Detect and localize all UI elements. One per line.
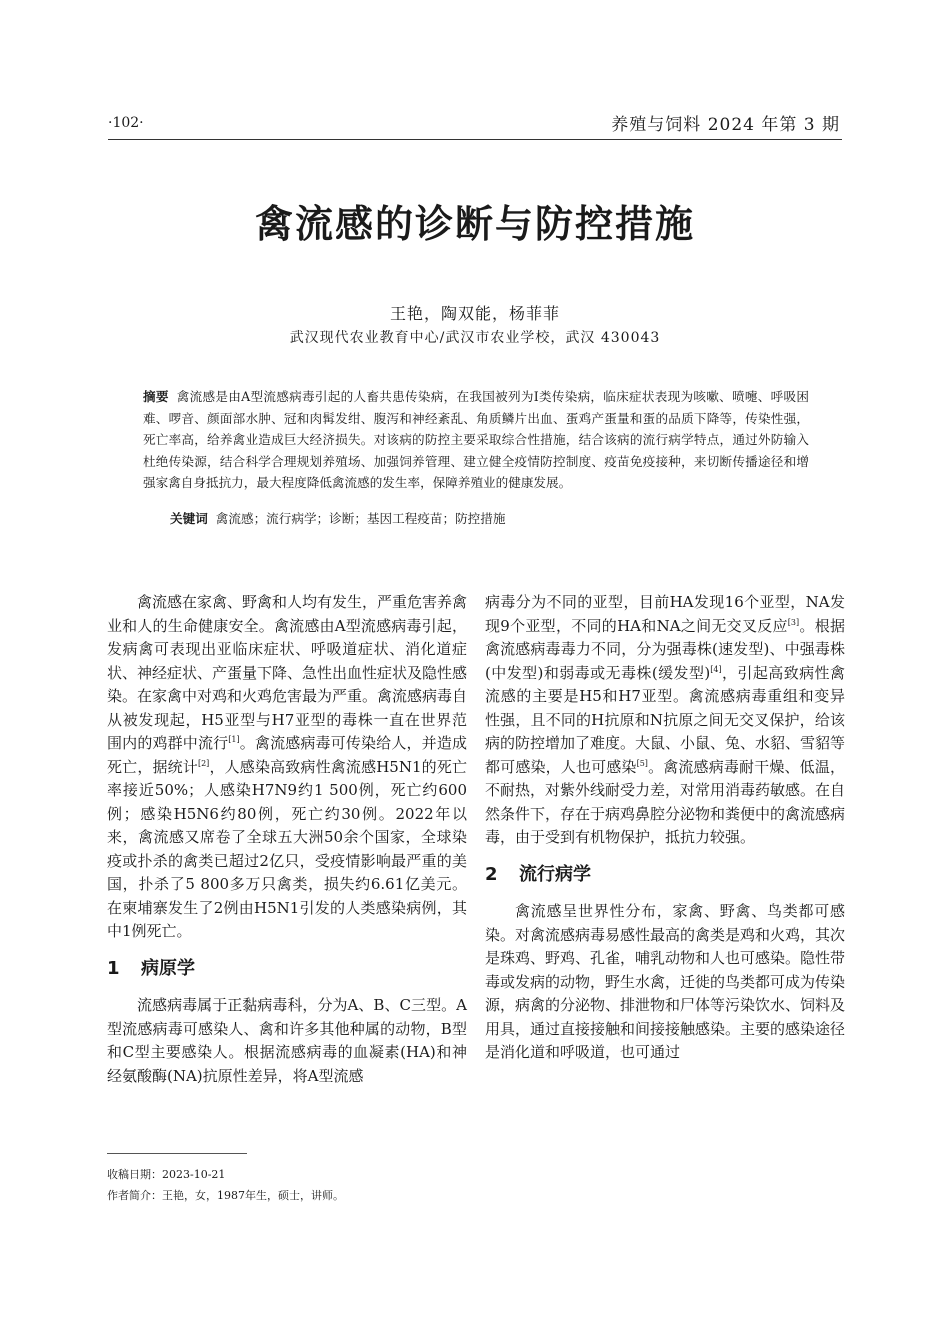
footnote-received: 收稿日期：2023-10-21 (107, 1168, 226, 1181)
abstract-label: 摘要 (143, 389, 169, 404)
right-column (485, 591, 845, 1065)
intro-text-3: ，人感染高致病性禽流感H5N1的死亡率接近50%；人感染H7N9约1 500例，死亡约600例；感染H5N6约80例，死亡约30例。2022年以来，禽流感又席卷了全球五大洲50余个国家，全球染疫或扑杀的禽类已超过2亿只，受疫情影响最严重的美国，扑杀了5 800多万只禽类，损失约6.61亿美元。在柬埔寨发生了2例由H5N1引发的人类感染病例，其中1例死亡。 (107, 757, 467, 940)
page-number: ·102· (108, 115, 144, 131)
footnote-author-info: 作者简介：王艳，女，1987年生，硕士，讲师。 (107, 1189, 344, 1202)
citation: [1] (228, 735, 240, 744)
section-title: 流行病学 (519, 863, 591, 885)
footnote-rule (107, 1153, 247, 1154)
keywords (170, 508, 810, 527)
journal-title: 养殖与饲料 2024 年第 3 期 (611, 115, 840, 135)
citation: [2] (197, 758, 210, 768)
section-number: 1 (107, 957, 120, 979)
header-rule (108, 139, 842, 140)
keywords-text: 禽流感；流行病学；诊断；基因工程疫苗；防控措施 (215, 511, 506, 526)
section-number: 2 (485, 863, 498, 885)
article-authors: 王艳，陶双能，杨菲菲 (389, 304, 560, 323)
intro-paragraph (107, 591, 467, 944)
keywords-label: 关键词 (170, 511, 208, 526)
left-column (107, 591, 467, 1088)
section-title: 病原学 (141, 957, 195, 979)
article-affiliation: 武汉现代农业教育中心/武汉市农业学校，武汉 430043 (289, 330, 661, 346)
abstract-text: 禽流感是由A型流感病毒引起的人畜共患传染病，在我国被列为Ⅰ类传染病，临床症状表现为咳嗽、喷嚏、呼吸困难、啰音、颜面部水肿、冠和肉髯发绀、腹泻和神经紊乱、角质鳞片出血、蛋鸡产蛋量和蛋的品质下降等，传染性强，死亡率高，给养禽业造成巨大经济损失。对该病的防控主要采取综合性措施，结合该病的流行病学特点，通过外防输入杜绝传染源，结合科学合理规划养殖场、加强饲养管理、建立健全疫情防控制度、疫苗免疫接种，来切断传播途径和增强家禽自身抵抗力，最大程度降低禽流感的发生率，保障养殖业的健康发展。 (143, 389, 809, 491)
citation: [4] (710, 664, 722, 674)
section-2-heading (485, 863, 845, 887)
section-1-heading (107, 957, 467, 981)
citation: [3] (787, 617, 800, 627)
citation: [5] (636, 758, 648, 768)
abstract (143, 386, 809, 494)
article-title: 禽流感的诊断与防控措施 (254, 202, 695, 246)
section-1-paragraph-continued (485, 591, 845, 850)
intro-text-1: 禽流感在家禽、野禽和人均有发生，严重危害养禽业和人的生命健康安全。禽流感由A型流感病毒引起，发病禽可表现出亚临床症状、呼吸道症状、消化道症状、神经症状、产蛋量下降、急性出血性症状及隐性感染。在家禽中对鸡和火鸡危害最为严重。禽流感病毒自从被发现起，H5亚型与H7亚型的毒株一直在世界范围内的鸡群中流行 (107, 593, 468, 752)
section-1-text-4: 。禽流感病毒耐干燥、低温，不耐热，对紫外线耐受力差，对常用消毒药敏感。在自然条件下，存在于病鸡鼻腔分泌物和粪便中的禽流感病毒，由于受到有机物保护，抵抗力较强。 (485, 757, 846, 846)
section-1-paragraph: 流感病毒属于正黏病毒科，分为A、B、C三型。A型流感病毒可感染人、禽和许多其他种属的动物，B型和C型主要感染人。根据流感病毒的血凝素(HA)和神经氨酸酶(NA)抗原性差异，将A型流感 (107, 996, 467, 1085)
intro-text-2: 。禽流感病毒可传染给人，并造成死亡，据统计 (107, 734, 467, 776)
section-2-paragraph: 禽流感呈世界性分布，家禽、野禽、鸟类都可感染。对禽流感病毒易感性最高的禽类是鸡和火鸡，其次是珠鸡、野鸡、孔雀，哺乳动物和人也可感染。隐性带毒或发病的动物，野生水禽，迁徙的鸟类都可成为传染源，病禽的分泌物、排泄物和尸体等污染饮水、饲料及用具，通过直接接触和间接接触感染。主要的感染途径是消化道和呼吸道，也可通过 (485, 902, 846, 1061)
section-1-text-1: 病毒分为不同的亚型，目前HA发现16个亚型，NA发现9个亚型，不同的HA和NA之间无交叉反应 (485, 593, 845, 635)
section-1-text-3: ，引起高致病性禽流感的主要是H5和H7亚型。禽流感病毒重组和变异性强，且不同的H抗原和N抗原之间无交叉保护，给该病的防控增加了难度。大鼠、小鼠、兔、水貂、雪貂等都可感染，人也可感染 (485, 663, 846, 776)
section-1-text-2: 。根据禽流感病毒毒力不同，分为强毒株(速发型)、中强毒株(中发型)和弱毒或无毒株(缓发型) (485, 616, 845, 682)
